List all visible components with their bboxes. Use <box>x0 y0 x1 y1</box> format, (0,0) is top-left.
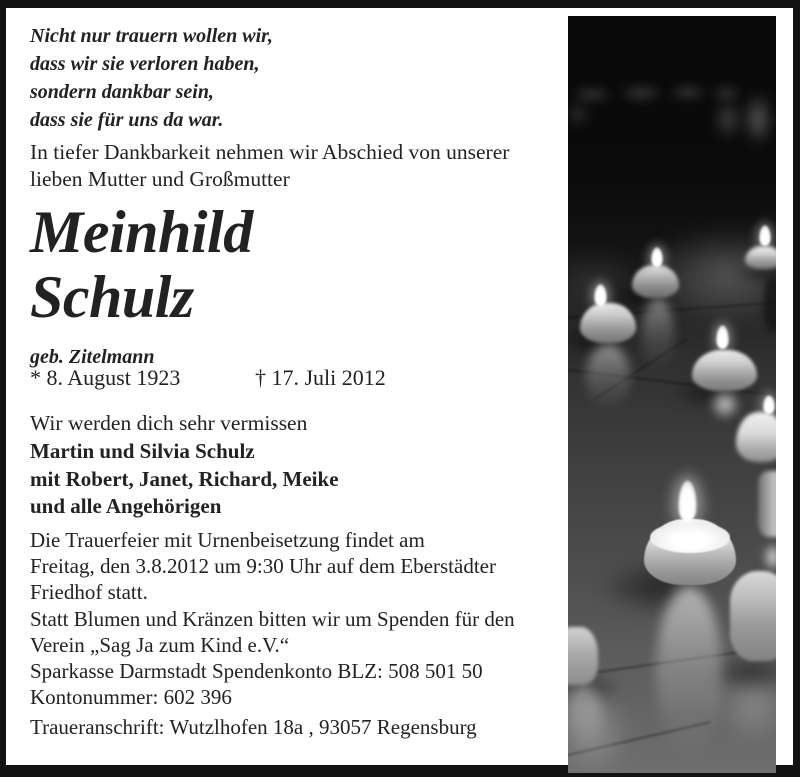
tealight-candle-focus <box>644 519 736 585</box>
text-line: Nicht nur trauern wollen wir, <box>30 25 273 47</box>
candle-reflection <box>762 542 776 572</box>
tealight-candle <box>745 246 776 269</box>
candle-flame <box>716 325 729 349</box>
candle-flame <box>651 247 663 267</box>
text-line: In tiefer Dankbarkeit nehmen wir Abschied von unserer <box>30 140 510 164</box>
photo-background-glow <box>618 85 664 101</box>
text-line: sondern dankbar sein, <box>30 81 214 103</box>
tealight-candle <box>580 303 636 343</box>
photo-background-glow <box>744 92 772 146</box>
tealight-candle <box>568 627 598 685</box>
text-line: Verein „Sag Ja zum Kind e.V.“ <box>30 632 290 657</box>
text-line: Freitag, den 3.8.2012 um 9:30 Uhr auf dem Eberstädter <box>30 554 496 579</box>
candle-flame <box>759 225 771 246</box>
text-line: dass sie für uns da war. <box>30 109 224 131</box>
text-line: Kontonummer: 602 396 <box>30 685 232 710</box>
text-line: und alle Angehörigen <box>30 494 222 518</box>
text-line: Schulz <box>30 264 194 330</box>
photo-background-glow <box>716 98 740 140</box>
photo-background-glow <box>571 87 613 102</box>
tealight-candle <box>730 571 776 661</box>
tealight-candle <box>736 412 776 462</box>
candle-flame <box>678 480 697 522</box>
condolence-address: Traueranschrift: Wutzlhofen 18a , 93057 Regensburg <box>30 715 477 739</box>
tealight-candle <box>692 350 757 391</box>
tealight-candle <box>758 471 776 537</box>
text-line: lieben Mutter und Großmutter <box>30 167 290 191</box>
tealight-candle <box>632 265 679 298</box>
death-date: † 17. Juli 2012 <box>255 365 386 390</box>
text-line: Martin und Silvia Schulz <box>30 439 255 463</box>
text-line: Die Trauerfeier mit Urnenbeisetzung findet am <box>30 528 425 552</box>
farewell-line: Wir werden dich sehr vermissen <box>30 411 308 435</box>
paper-background <box>6 8 793 765</box>
candle-reflection <box>642 298 674 370</box>
text-line: Sparkasse Darmstadt Spendenkonto BLZ: 508 501 50 <box>30 659 483 684</box>
deceased-name <box>30 200 253 330</box>
maiden-name: geb. Zitelmann <box>30 346 155 368</box>
photo-background-glow <box>568 102 590 126</box>
candle-reflection <box>586 344 630 410</box>
candle-flame <box>594 284 607 306</box>
text-line: Meinhild <box>30 199 253 265</box>
obituary-text-column <box>30 0 565 777</box>
text-line: Statt Blumen und Kränzen bitten wir um Spenden für den <box>30 606 515 631</box>
candle-reflection <box>656 586 722 758</box>
candle-flame <box>763 395 775 414</box>
life-dates <box>30 364 386 392</box>
text-line: mit Robert, Janet, Richard, Meike <box>30 466 339 491</box>
photo-background-glow <box>668 85 708 100</box>
funeral-information <box>30 527 515 710</box>
birth-date: * 8. August 1923 <box>30 365 181 390</box>
text-line: dass wir sie verloren haben, <box>30 53 260 75</box>
candle-reflection <box>708 387 742 421</box>
text-line: Friedhof statt. <box>30 580 148 605</box>
mourners-list <box>30 438 339 521</box>
intro-text <box>30 139 509 193</box>
memorial-poem <box>30 22 273 134</box>
burning-tealight-candles-photo <box>568 16 776 773</box>
candle-reflection <box>716 668 776 744</box>
dark-object-silhouette <box>764 277 776 331</box>
